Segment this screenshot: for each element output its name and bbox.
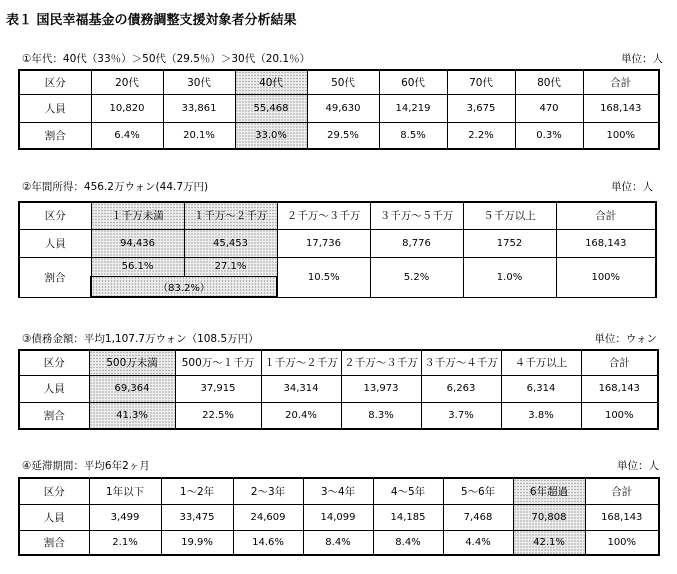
table-cell: 55,468	[235, 94, 307, 122]
table-cell: 100%	[556, 257, 656, 297]
table-cell: 17,736	[277, 229, 370, 257]
table-cell: 1.0%	[463, 257, 556, 297]
row-header: 人員	[19, 94, 91, 122]
table-row	[19, 375, 658, 402]
header-cell: 区分	[19, 202, 91, 229]
table-cell: 70,808	[513, 504, 585, 530]
table-cell: 14,099	[303, 504, 373, 530]
table-cell: 20.1%	[163, 122, 235, 149]
table-header-row	[19, 478, 659, 504]
table-cell: 56.1%	[91, 257, 184, 276]
table-cell: 100%	[581, 402, 658, 429]
table-cell: 14,219	[379, 94, 447, 122]
row-header: 割合	[19, 257, 91, 297]
table-row	[19, 229, 656, 257]
table-cell: 168,143	[581, 375, 658, 402]
header-cell: 合計	[585, 478, 659, 504]
table-cell: 168,143	[583, 94, 659, 122]
table-cell: 14.6%	[233, 530, 303, 555]
row-header: 人員	[19, 375, 89, 402]
table-cell: 19.9%	[161, 530, 233, 555]
table-cell: 20.4%	[261, 402, 341, 429]
header-cell: ５千万以上	[463, 202, 556, 229]
header-cell: 合計	[583, 70, 659, 94]
table-cell: 8.3%	[341, 402, 421, 429]
header-cell: １千万～２千万	[261, 350, 341, 375]
table-cell: 5.2%	[370, 257, 463, 297]
table-cell: 8,776	[370, 229, 463, 257]
table-cell: 100%	[585, 530, 659, 555]
table-cell: 49,630	[307, 94, 379, 122]
table-cell: 8.4%	[303, 530, 373, 555]
header-cell: 20代	[91, 70, 163, 94]
table-cell: 0.3%	[515, 122, 583, 149]
table-cell: 4.4%	[443, 530, 513, 555]
header-cell: 4～5年	[373, 478, 443, 504]
table-cell: 69,364	[89, 375, 175, 402]
section-4-unit: 単位：人	[617, 460, 659, 472]
header-cell: 40代	[235, 70, 307, 94]
row-header: 人員	[19, 504, 89, 530]
table-cell: 10.5%	[277, 257, 370, 297]
table-cell: 33,861	[163, 94, 235, 122]
table-cell: 6,263	[421, 375, 501, 402]
table-cell: 22.5%	[175, 402, 261, 429]
section-1-label: ①年代：40代（33％）＞50代（29.5％）＞30代（20.1％）	[22, 53, 311, 65]
table-row	[19, 402, 658, 429]
table-cell: 470	[515, 94, 583, 122]
section-3-label: ③債務金額：平均1,107.7万ウォン（108.5万円）	[22, 333, 259, 345]
table-row	[19, 530, 659, 555]
income-table	[18, 201, 657, 298]
table-cell: 34,314	[261, 375, 341, 402]
table-cell: 94,436	[91, 229, 184, 257]
table-cell: 6,314	[501, 375, 581, 402]
row-header: 割合	[19, 122, 91, 149]
header-cell: １千万～２千万	[184, 202, 277, 229]
header-cell: 3～4年	[303, 478, 373, 504]
header-cell: 500万～１千万	[175, 350, 261, 375]
table-cell: 100%	[583, 122, 659, 149]
header-cell: 区分	[19, 70, 91, 94]
header-cell: 合計	[581, 350, 658, 375]
table-row	[19, 504, 659, 530]
header-cell: 6年超過	[513, 478, 585, 504]
header-cell: 2～3年	[233, 478, 303, 504]
table-cell: 10,820	[91, 94, 163, 122]
header-cell: １千万未満	[91, 202, 184, 229]
table-cell: 24,609	[233, 504, 303, 530]
table-cell: 8.4%	[373, 530, 443, 555]
section-2-unit: 単位：人	[611, 181, 653, 193]
table-cell: 3,675	[447, 94, 515, 122]
age-table	[18, 69, 660, 150]
header-cell: 1～2年	[161, 478, 233, 504]
table-cell: 3.7%	[421, 402, 501, 429]
header-cell: 30代	[163, 70, 235, 94]
table-cell: 6.4%	[91, 122, 163, 149]
table-cell: 41.3%	[89, 402, 175, 429]
section-1-unit: 単位：人	[621, 53, 663, 65]
row-header: 人員	[19, 229, 91, 257]
header-cell: ３千万～５千万	[370, 202, 463, 229]
table-cell: 3.8%	[501, 402, 581, 429]
table-cell: 37,915	[175, 375, 261, 402]
combined-share-cell: （83.2%）	[91, 276, 277, 297]
table-cell: 29.5%	[307, 122, 379, 149]
table-cell: 3,499	[89, 504, 161, 530]
row-header: 割合	[19, 530, 89, 555]
header-cell: ３千万～４千万	[421, 350, 501, 375]
header-cell: 1年以下	[89, 478, 161, 504]
header-cell: 60代	[379, 70, 447, 94]
header-cell: ４千万以上	[501, 350, 581, 375]
document-title: 表１ 国民幸福基金の債務調整支援対象者分析結果	[6, 13, 297, 28]
header-cell: ２千万～３千万	[277, 202, 370, 229]
section-3-unit: 単位：ウォン	[594, 333, 657, 345]
header-cell: 区分	[19, 350, 89, 375]
table-header-row	[19, 350, 658, 375]
table-header-row	[19, 202, 656, 229]
table-row	[19, 94, 659, 122]
table-cell: 42.1%	[513, 530, 585, 555]
table-cell: 168,143	[556, 229, 656, 257]
row-header: 割合	[19, 402, 89, 429]
section-4-label: ④延滞期間：平均6年2ヶ月	[22, 460, 150, 472]
debt-table	[18, 349, 659, 430]
delinquency-table	[18, 477, 660, 556]
table-cell: 33,475	[161, 504, 233, 530]
section-2-label: ②年間所得：456.2万ウォン(44.7万円)	[22, 181, 209, 193]
table-cell: 14,185	[373, 504, 443, 530]
table-cell: 1752	[463, 229, 556, 257]
header-cell: ２千万～３千万	[341, 350, 421, 375]
table-cell: 13,973	[341, 375, 421, 402]
header-cell: 区分	[19, 478, 89, 504]
table-cell: 8.5%	[379, 122, 447, 149]
header-cell: 80代	[515, 70, 583, 94]
table-cell: 7,468	[443, 504, 513, 530]
table-cell: 27.1%	[184, 257, 277, 276]
table-cell: 33.0%	[235, 122, 307, 149]
header-cell: 70代	[447, 70, 515, 94]
table-row	[19, 122, 659, 149]
header-cell: 50代	[307, 70, 379, 94]
table-cell: 2.1%	[89, 530, 161, 555]
header-cell: 5～6年	[443, 478, 513, 504]
table-cell: 168,143	[585, 504, 659, 530]
table-cell: 45,453	[184, 229, 277, 257]
table-row	[19, 257, 656, 276]
table-header-row	[19, 70, 659, 94]
table-cell: 2.2%	[447, 122, 515, 149]
header-cell: 500万未満	[89, 350, 175, 375]
header-cell: 合計	[556, 202, 656, 229]
